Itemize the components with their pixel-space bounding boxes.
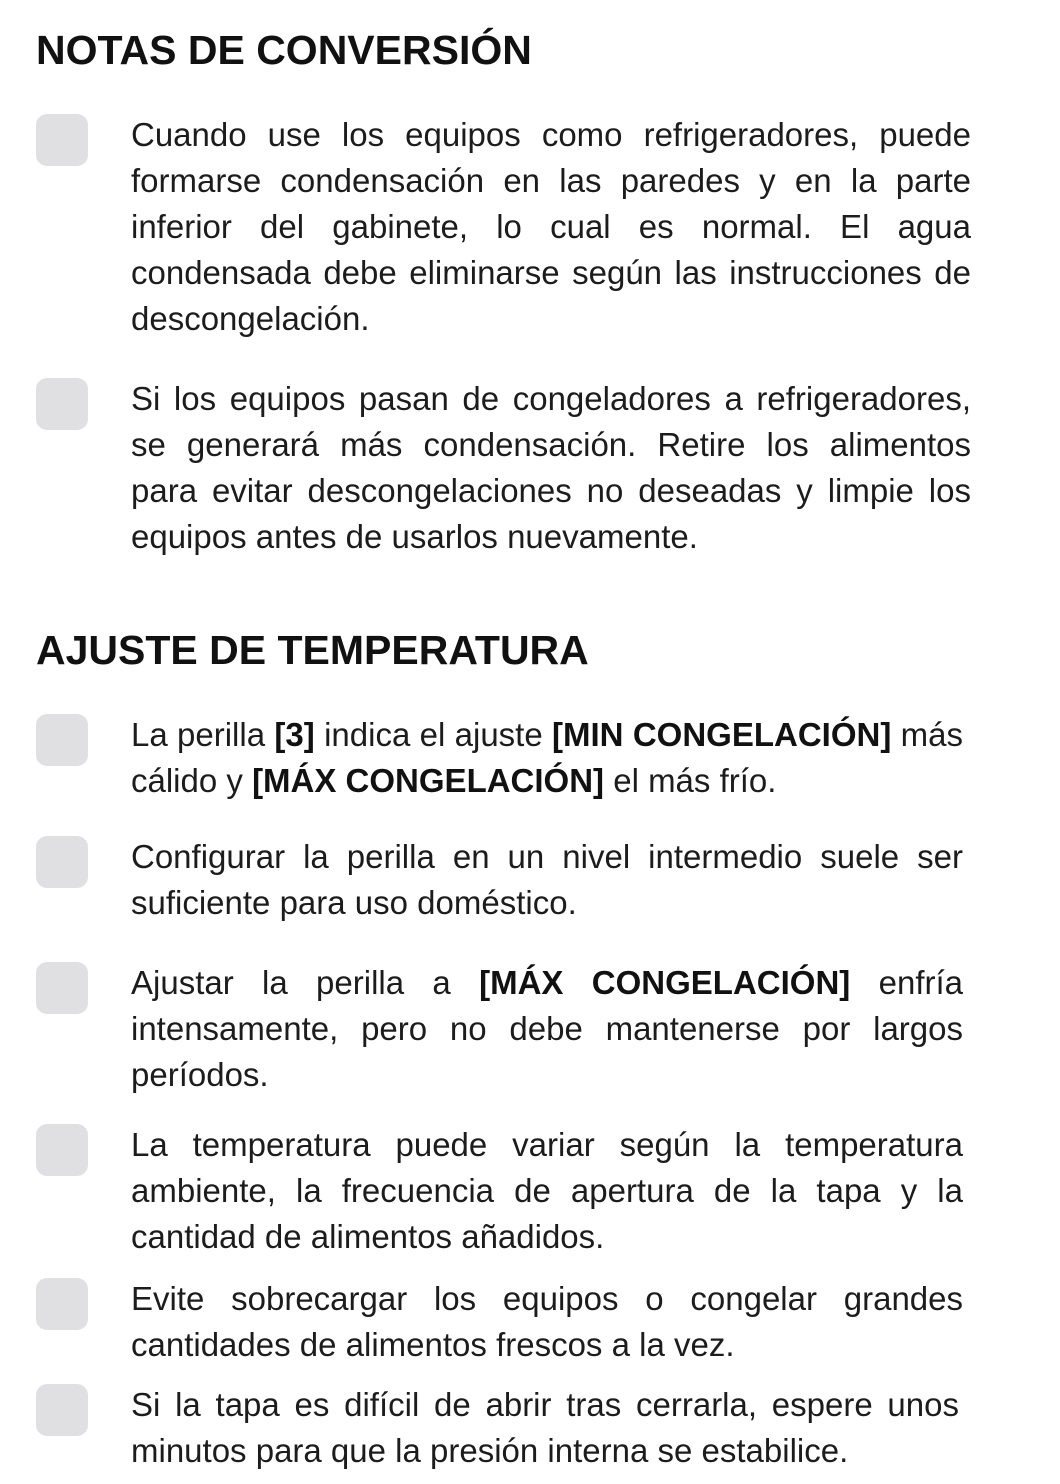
- checkbox[interactable]: [36, 1384, 88, 1436]
- item-text: [131, 376, 971, 560]
- item-text-segment: Evite sobrecargar los equipos o congelar grandes cantidades de alimentos frescos a la vez.: [131, 1280, 963, 1363]
- item-text-segment: Configurar la perilla en un nivel intermedio suele ser suficiente para uso doméstico.: [131, 838, 963, 921]
- item-text: [131, 1122, 963, 1260]
- section-title-conversion: NOTAS DE CONVERSIÓN: [36, 27, 532, 73]
- item-text-segment: enfría intensamente, pero no debe mantenerse por largos períodos.: [131, 964, 963, 1093]
- checkbox[interactable]: [36, 1278, 88, 1330]
- item-text-segment: indica el ajuste: [314, 716, 553, 753]
- item-text-bold: [MÁX CONGELACIÓN]: [479, 964, 851, 1001]
- checkbox[interactable]: [36, 378, 88, 430]
- item-text: [131, 1276, 963, 1368]
- item-text: [131, 112, 971, 342]
- section-title-temperature: AJUSTE DE TEMPERATURA: [36, 627, 589, 673]
- item-text-bold: [MÁX CONGELACIÓN]: [252, 762, 605, 799]
- checkbox[interactable]: [36, 714, 88, 766]
- item-text: [131, 1382, 959, 1474]
- item-text-segment: Ajustar la perilla a: [131, 964, 480, 1001]
- item-text: [131, 960, 963, 1098]
- item-text-bold: [MIN CONGELACIÓN]: [552, 716, 892, 753]
- item-text-segment: La perilla: [131, 716, 275, 753]
- checkbox[interactable]: [36, 836, 88, 888]
- checkbox[interactable]: [36, 114, 88, 166]
- item-text-segment: Si la tapa es difícil de abrir tras cerrarla, espere unos minutos para que la presión interna se estabilice.: [131, 1386, 959, 1469]
- item-text-segment: Si los equipos pasan de congeladores a refrigeradores, se generará más condensación. Retire los alimentos para evitar descongelaciones no deseadas y limpie los equipos antes de usarlos nuevamente.: [131, 380, 971, 555]
- item-text-segment: el más frío.: [604, 762, 777, 799]
- item-text: [131, 834, 963, 926]
- checkbox[interactable]: [36, 962, 88, 1014]
- checkbox[interactable]: [36, 1124, 88, 1176]
- item-text-bold: [3]: [274, 716, 315, 753]
- item-text-segment: más cálido y: [131, 716, 963, 799]
- item-text-segment: La temperatura puede variar según la temperatura ambiente, la frecuencia de apertura de la tapa y la cantidad de alimentos añadidos.: [131, 1126, 963, 1255]
- item-text-segment: Cuando use los equipos como refrigeradores, puede formarse condensación en las paredes y en la parte inferior del gabinete, lo cual es normal. El agua condensada debe eliminarse según las instrucciones de descongelación.: [131, 116, 971, 337]
- item-text: [131, 712, 963, 804]
